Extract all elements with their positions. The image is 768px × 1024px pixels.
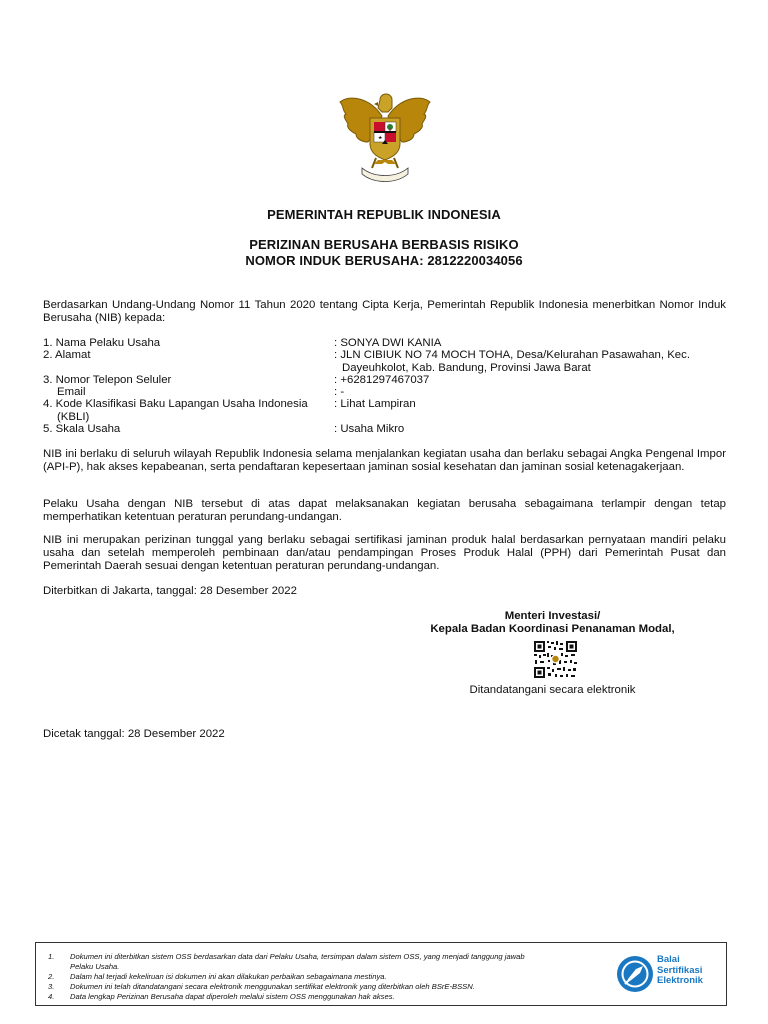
scale-label: 5. Skala Usaha (43, 423, 121, 435)
footer-notes-list (48, 952, 613, 1002)
footer-note-number: 1. (48, 952, 55, 961)
footer-note-text: Dokumen ini telah ditandatangani secara elektronik menggunakan sertifikat elektronik yang diterbitkan oleh BSrE-BSSN. (70, 982, 475, 991)
address-value-line2: Dayeuhkolot, Kab. Bandung, Provinsi Jawa Barat (342, 362, 591, 374)
nib-number: NOMOR INDUK BERUSAHA: 2812220034056 (245, 253, 523, 268)
footer-note-number: 2. (48, 972, 55, 981)
government-title: PEMERINTAH REPUBLIK INDONESIA (267, 207, 501, 222)
kbli-label-line2: (KBLI) (57, 411, 90, 423)
intro-paragraph: Berdasarkan Undang-Undang Nomor 11 Tahun 2020 tentang Cipta Kerja, Pemerintah Republik Indonesia menerbitkan Nomor Induk Berusaha (NIB) kepada: (43, 299, 726, 324)
kbli-label-line1: 4. Kode Klasifikasi Baku Lapangan Usaha Indonesia (43, 398, 308, 410)
name-label: 1. Nama Pelaku Usaha (43, 337, 161, 349)
email-label: Email (57, 386, 86, 398)
name-value: : SONYA DWI KANIA (334, 337, 442, 349)
garuda-emblem-icon (330, 88, 440, 188)
footer-note (48, 952, 613, 962)
footer-note (48, 992, 613, 1002)
bsre-line1: Balai (657, 954, 680, 965)
issued-date: Diterbitkan di Jakarta, tanggal: 28 Desember 2022 (43, 585, 297, 597)
footer-note-text: Dokumen ini diterbitkan sistem OSS berdasarkan data dari Pelaku Usaha, tersimpan dalam sistem OSS, yang menjadi tanggung jawab (70, 952, 525, 961)
scale-value: : Usaha Mikro (334, 423, 405, 435)
halal-paragraph: NIB ini merupakan perizinan tunggal yang berlaku sebagai sertifikasi jaminan produk halal berdasarkan pernyataan mandiri pelaku usaha dan setelah memperoleh pembinaan dan/atau pendampingan Proses Produk Halal (PPH) dari Pemerintah Pusat dan Pemerintah Daerah sesuai dengan ketentuan peraturan perundang-undangan. (43, 534, 726, 572)
footer-note-number: 4. (48, 992, 55, 1001)
qr-code-icon (533, 640, 578, 679)
bsre-logo (616, 951, 726, 997)
printed-date: Dicetak tanggal: 28 Desember 2022 (43, 728, 225, 740)
phone-value: : +6281297467037 (334, 374, 430, 386)
footer-note-text: Pelaku Usaha. (70, 962, 120, 971)
footer-notes-box (35, 942, 727, 1006)
footer-note-text: Data lengkap Perizinan Berusaha dapat diperoleh melalui sistem OSS menggunakan hak akses. (70, 992, 395, 1001)
footer-note-text: Dalam hal terjadi kekeliruan isi dokumen ini akan dilakukan perbaikan sebagaimana mestinya. (70, 972, 387, 981)
phone-label: 3. Nomor Telepon Seluler (43, 374, 172, 386)
signatory-title-line2: Kepala Badan Koordinasi Penanaman Modal, (430, 623, 675, 635)
permit-title: PERIZINAN BERUSAHA BERBASIS RISIKO (249, 237, 519, 252)
footer-note (48, 982, 613, 992)
email-value: : - (334, 386, 345, 398)
validity-paragraph: NIB ini berlaku di seluruh wilayah Republik Indonesia selama menjalankan kegiatan usaha dan berlaku sebagai Angka Pengenal Impor (API-P), hak akses kepabeanan, serta pendaftaran kepesertaan jaminan sosial kesehatan dan jaminan sosial ketenagakerjaan. (43, 448, 726, 473)
address-label: 2. Alamat (43, 349, 91, 361)
footer-note-number: 3. (48, 982, 55, 991)
bsre-label (657, 955, 703, 987)
bsre-line2: Sertifikasi (657, 964, 703, 976)
footer-note (48, 972, 613, 982)
bsre-line3: Elektronik (657, 975, 703, 986)
signatory-title-line1: Menteri Investasi/ (504, 610, 601, 622)
kbli-value: : Lihat Lampiran (334, 398, 416, 410)
footer-note-number (48, 962, 70, 972)
activity-paragraph: Pelaku Usaha dengan NIB tersebut di atas dapat melaksanakan kegiatan berusaha sebagaimana terlampir dengan tetap memperhatikan ketentuan peraturan perundang-undangan. (43, 498, 726, 523)
e-signature-note: Ditandatangani secara elektronik (469, 684, 636, 696)
bsre-emblem-icon (616, 955, 654, 993)
address-value-line1: : JLN CIBIUK NO 74 MOCH TOHA, Desa/Kelurahan Pasawahan, Kec. (334, 349, 691, 361)
footer-note (48, 962, 613, 972)
